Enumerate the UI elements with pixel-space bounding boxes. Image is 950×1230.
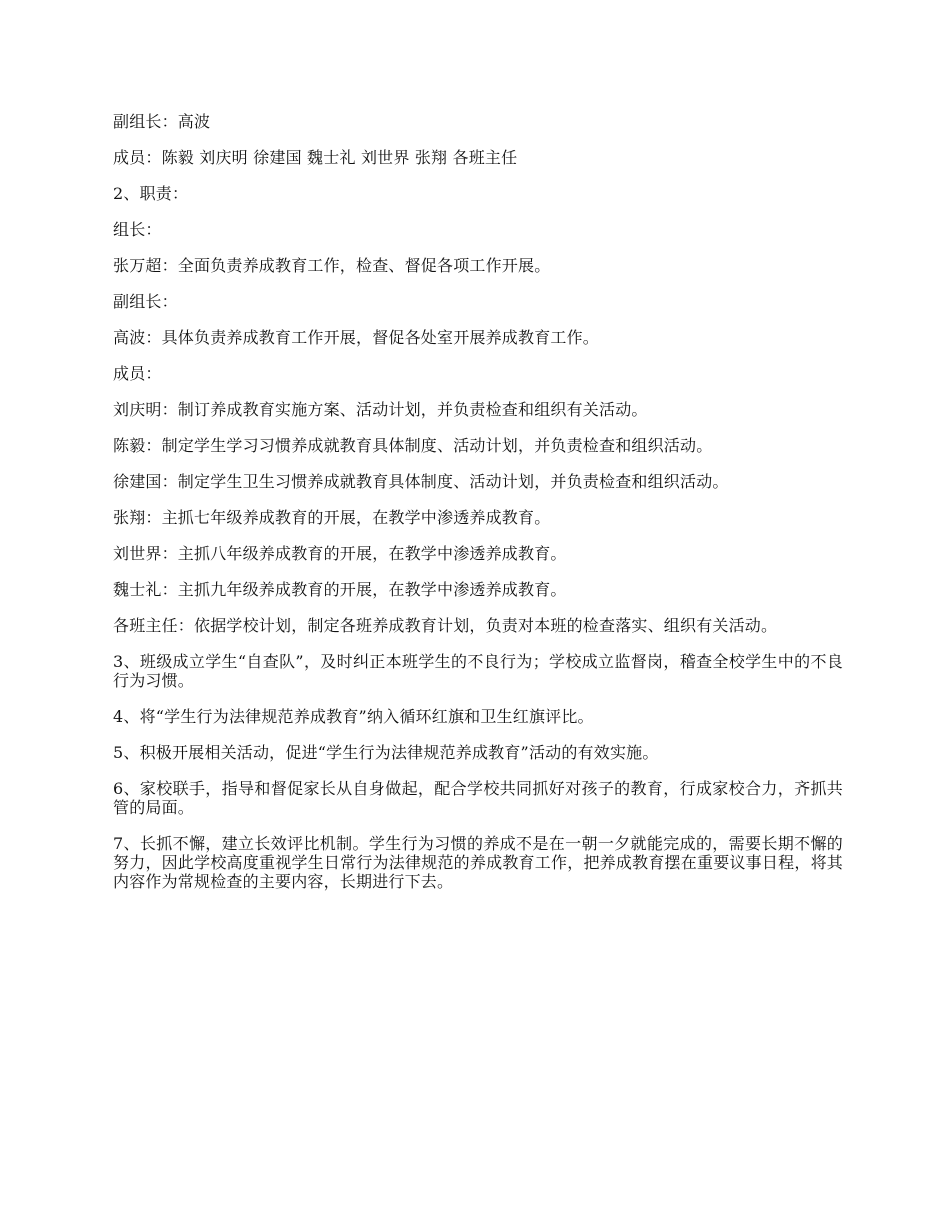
member-duty: 刘庆明：制订养成教育实施方案、活动计划，并负责检查和组织有关活动。 — [113, 400, 648, 419]
document-page — [113, 112, 843, 908]
head-teachers-duty: 各班主任：依据学校计划，制定各班养成教育计划，负责对本班的检查落实、组织有关活动。 — [113, 616, 778, 635]
member-duty: 陈毅：制定学生学习习惯养成就教育具体制度、活动计划，并负责检查和组织活动。 — [113, 436, 713, 455]
member-duty: 魏士礼：主抓九年级养成教育的开展，在教学中渗透养成教育。 — [113, 580, 567, 599]
leader-label: 组长： — [113, 220, 162, 239]
member-duty: 刘世界：主抓八年级养成教育的开展，在教学中渗透养成教育。 — [113, 544, 567, 563]
leader-duty: 张万超：全面负责养成教育工作，检查、督促各项工作开展。 — [113, 256, 551, 275]
item-5: 5、积极开展相关活动，促进“学生行为法律规范养成教育”活动的有效实施。 — [113, 743, 659, 762]
duties-heading: 2、职责： — [113, 184, 189, 203]
item-3: 3、班级成立学生“自查队”，及时纠正本班学生的不良行为；学校成立监督岗，稽查全校学生中的不良行为习惯。 — [113, 652, 843, 690]
member-duty: 张翔：主抓七年级养成教育的开展，在教学中渗透养成教育。 — [113, 508, 551, 527]
member-duty: 徐建国：制定学生卫生习惯养成就教育具体制度、活动计划，并负责检查和组织活动。 — [113, 472, 729, 491]
deputy-leader-line: 副组长：高波 — [113, 112, 211, 131]
deputy-leader-label: 副组长： — [113, 292, 178, 311]
members-label: 成员： — [113, 364, 162, 383]
item-7: 7、长抓不懈，建立长效评比机制。学生行为习惯的养成不是在一朝一夕就能完成的，需要长期不懈的努力，因此学校高度重视学生日常行为法律规范的养成教育工作，把养成教育摆在重要议事日程，将其内容作为常规检查的主要内容，长期进行下去。 — [113, 834, 843, 891]
members-line: 成员：陈毅 刘庆明 徐建国 魏士礼 刘世界 张翔 各班主任 — [113, 148, 518, 167]
deputy-leader-duty: 高波：具体负责养成教育工作开展，督促各处室开展养成教育工作。 — [113, 328, 600, 347]
item-4: 4、将“学生行为法律规范养成教育”纳入循环红旗和卫生红旗评比。 — [113, 707, 594, 726]
item-6: 6、家校联手，指导和督促家长从自身做起，配合学校共同抓好对孩子的教育，行成家校合力，齐抓共管的局面。 — [113, 779, 843, 817]
